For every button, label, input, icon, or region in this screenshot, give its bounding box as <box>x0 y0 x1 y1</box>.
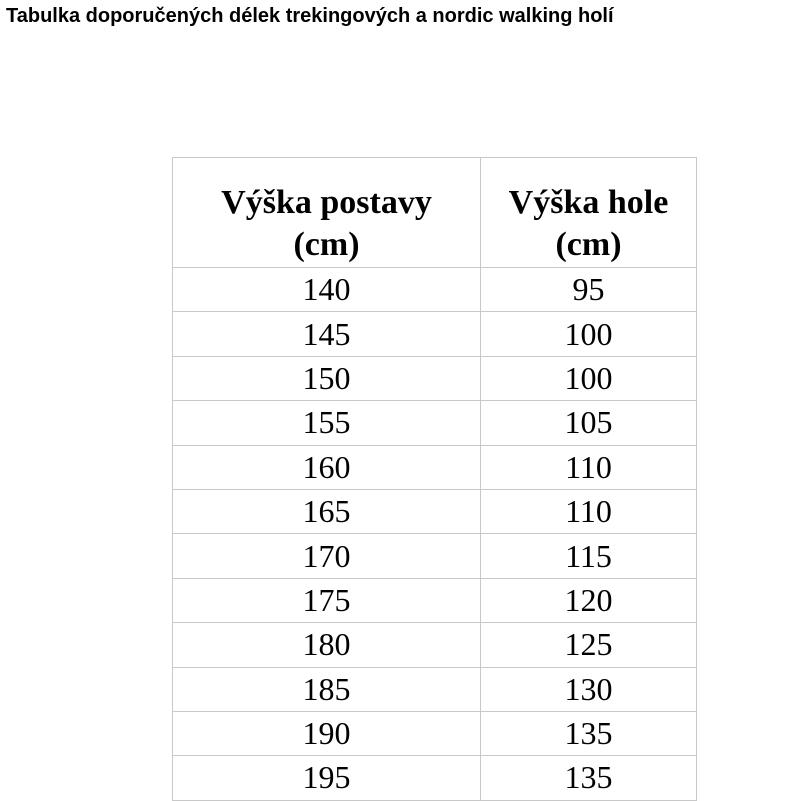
table-row <box>173 445 697 489</box>
body-height-cell: 155 <box>173 401 481 445</box>
table-row <box>173 268 697 312</box>
body-height-cell: 195 <box>173 756 481 800</box>
pole-height-cell: 100 <box>481 312 697 356</box>
pole-height-cell: 135 <box>481 756 697 800</box>
table-header-row <box>173 158 697 268</box>
header-body-height <box>173 158 481 268</box>
length-table-container <box>172 157 697 801</box>
pole-height-cell: 120 <box>481 578 697 622</box>
body-height-cell: 150 <box>173 356 481 400</box>
header-pole-height-label: Výška hole <box>508 184 669 221</box>
pole-height-cell: 115 <box>481 534 697 578</box>
table-row <box>173 711 697 755</box>
body-height-cell: 145 <box>173 312 481 356</box>
pole-height-cell: 95 <box>481 268 697 312</box>
body-height-cell: 185 <box>173 667 481 711</box>
table-row <box>173 356 697 400</box>
body-height-cell: 165 <box>173 489 481 533</box>
pole-height-cell: 110 <box>481 445 697 489</box>
table-row <box>173 667 697 711</box>
header-body-height-label: Výška postavy <box>221 184 432 221</box>
table-row <box>173 756 697 800</box>
table-row <box>173 489 697 533</box>
pole-height-cell: 110 <box>481 489 697 533</box>
table-row <box>173 623 697 667</box>
body-height-cell: 170 <box>173 534 481 578</box>
body-height-cell: 175 <box>173 578 481 622</box>
header-body-height-unit: (cm) <box>293 226 360 263</box>
body-height-cell: 190 <box>173 711 481 755</box>
pole-height-cell: 135 <box>481 711 697 755</box>
table-row <box>173 401 697 445</box>
header-pole-height <box>481 158 697 268</box>
pole-height-cell: 130 <box>481 667 697 711</box>
body-height-cell: 140 <box>173 268 481 312</box>
body-height-cell: 180 <box>173 623 481 667</box>
pole-length-table <box>172 157 697 801</box>
body-height-cell: 160 <box>173 445 481 489</box>
pole-height-cell: 125 <box>481 623 697 667</box>
table-row <box>173 312 697 356</box>
header-pole-height-unit: (cm) <box>555 226 622 263</box>
table-body <box>173 268 697 801</box>
page-title: Tabulka doporučených délek trekingových a nordic walking holí <box>6 5 614 27</box>
pole-height-cell: 105 <box>481 401 697 445</box>
pole-height-cell: 100 <box>481 356 697 400</box>
table-row <box>173 578 697 622</box>
table-row <box>173 534 697 578</box>
